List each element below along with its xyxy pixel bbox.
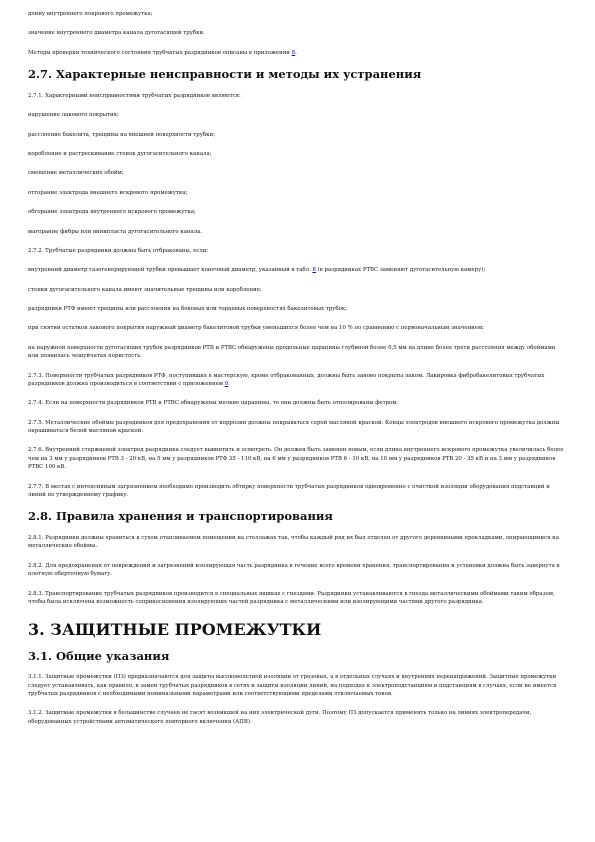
paragraph-text: значение внутреннего диаметра канала дугогасящей трубки.: [28, 30, 205, 37]
paragraph-text: 2.7.6. Внутренний стержневой электрод разрядника следует вывинтить и осмотреть. Он должен быть заменен новым, если длина внутреннего искрового промежутка увеличилась более чем на 3 мм у разрядников РТВ 3 - 20 кВ, на 5 мм у разрядников РТФ 35 - 110 кВ, на 6 мм у разрядников РТВ 6 - 10 кВ, на 10 мм у разрядников РТВ 20 - 35 кВ и на 3 мм у разрядников РТВС 100 кВ.: [28, 447, 564, 471]
paragraph-text: при снятии остатков лакового покрытия наружный диаметр бакелитовой трубки уменьшился более чем на 10 % по сравнению с первоначальным значением;: [28, 325, 484, 332]
paragraph-text: 3.1.2. Защитные промежутки в большинстве случаев не гасят возникшей на них электрической дуги. Поэтому ПЗ допускается применять только на линиях электропередачи, оборудованных устройствами автоматического повторного включения (АПВ).: [28, 710, 532, 725]
paragraph-text: 2.7. Характерные неисправности и методы их устранения: [28, 67, 422, 82]
paragraph: [28, 29, 567, 37]
paragraph-text: 3. ЗАЩИТНЫЕ ПРОМЕЖУТКИ: [28, 620, 322, 640]
paragraph-tail: .: [228, 380, 230, 387]
appendix-link[interactable]: 9: [224, 380, 229, 387]
paragraph-text: 2.7.5. Металлические обоймы разрядников для предохранения от коррозии должны покрываться серой масляной краской. Концы электродов внешнего искрового промежутка должны окрашиваться белой масляной краской.: [28, 419, 560, 435]
paragraph-text: выгорание фибры или винипласта дугогасительного канала.: [28, 228, 203, 235]
paragraph-text: 2.8.1. Разрядники должны храниться в сухом отапливаемом помещении на стеллажах так, чтобы каждый ряд их был отделен от другого деревянными прокладками, опирающимися на металлические обоймы.: [28, 535, 559, 550]
paragraph-text: смещение металлических обойм;: [28, 170, 124, 177]
paragraph: [28, 534, 567, 551]
paragraph: [28, 131, 567, 139]
paragraph: [28, 344, 567, 361]
paragraph-text: 2.8. Правила хранения и транспортирования: [28, 509, 333, 524]
paragraph: [28, 208, 567, 216]
paragraph-text: 2.7.7. В местах с интенсивным загрязнением необходимо производить обтирку поверхности трубчатых разрядников одновременно с очисткой изоляции оборудования подстанций и линий по утвержденному графику.: [28, 483, 550, 498]
paragraph: [28, 709, 567, 726]
paragraph-text: отгорание электрода внешнего искрового промежутка;: [28, 189, 188, 196]
paragraph: [28, 111, 567, 119]
paragraph: [28, 10, 567, 18]
paragraph: [28, 92, 567, 100]
paragraph-text: внутренний диаметр газогенерирующей трубки превышает конечный диаметр, указанный в табл.: [28, 267, 313, 274]
section-heading: [28, 650, 567, 664]
paragraph: [28, 49, 567, 57]
paragraph-tail: (в разрядниках РТВС заменяют дугогасительную камеру);: [315, 267, 486, 274]
paragraph-text: 3.1.1. Защитные промежутки (ПЗ) предназначаются для защиты высоковольтной изоляции от грозовых, а в отдельных случаях и внутренних перенапряжений. Защитные промежутки следует устанавливать, как правило, в замен трубчатых разрядников в сетях и защиты изоляции линий, на подходах к электроподстанциям и подстанциям в случаях, если не имеется трубчатых разрядников с необходимыми номинальными параметрами или соответствующими пределами отключаемых токов.: [28, 674, 557, 698]
paragraph: [28, 324, 567, 332]
paragraph: [28, 590, 567, 607]
paragraph: [28, 419, 567, 436]
paragraph: [28, 399, 567, 407]
paragraph-tail: .: [295, 49, 297, 56]
paragraph-text: разрядники РТФ имеют трещины или расслоения на боковых или торцевых поверхностях бакелитовых трубок;: [28, 306, 348, 313]
paragraph-text: 3.1. Общие указания: [28, 648, 170, 663]
paragraph-text: 2.7.1. Характерными неисправностями трубчатых разрядников являются:: [28, 92, 241, 99]
paragraph: [28, 372, 567, 389]
paragraph: [28, 189, 567, 197]
paragraph-text: расслоение бакелита, трещины на внешней поверхности трубки;: [28, 131, 215, 138]
section-heading: [28, 68, 567, 82]
paragraph-text: обгорание электрода внутреннего искрового промежутка;: [28, 209, 196, 216]
paragraph-text: 2.8.3. Транспортирование трубчатых разрядников производится в специальных ящиках с гнездами. Разрядники устанавливаются в гнезда металлическими обоймами таким образом, чтобы была исключена возможность соприкосновения изолирующих частей разрядника с металлическими или изолирующими частями другого разрядника.: [28, 590, 555, 605]
paragraph-text: на наружной поверхности дугогасящих трубок разрядников РТВ и РТВС обнаружены продольные царапины глубиной более 0,5 мм на длине более трети расстояния между обоймами или появилась чешуйчатая пористость.: [28, 344, 556, 360]
paragraph: [28, 228, 567, 236]
paragraph-text: нарушение лакового покрытия;: [28, 112, 119, 119]
paragraph: [28, 286, 567, 294]
paragraph-text: коробление и растрескивание стенок дугогасительного канала;: [28, 151, 212, 158]
appendix-link[interactable]: 8: [291, 49, 296, 56]
paragraph: [28, 562, 567, 579]
paragraph-text: стенки дугогасительного канала имеют значительные трещины или коробление;: [28, 286, 262, 293]
chapter-heading: [28, 620, 567, 639]
section-heading: [28, 510, 567, 524]
paragraph: [28, 247, 567, 255]
paragraph: [28, 483, 567, 500]
paragraph: [28, 266, 567, 274]
paragraph-text: Методы проверки технического состояния трубчатых разрядников описаны в приложении: [28, 49, 292, 56]
paragraph-text: длину внутреннего покрового промежутка;: [28, 11, 153, 17]
paragraph-text: 2.7.3. Поверхности трубчатых разрядников РТФ, поступивших в мастерскую, кроме отбракованных, должны быть заново покрыты лаком. Лакировка фибробакелитовых трубчатых разрядников должна производиться в соответствии с приложением: [28, 372, 545, 387]
paragraph: [28, 305, 567, 313]
paragraph-text: 2.8.2. Для предохранения от повреждений и загрязнений изолирующая часть разрядника в течение всего времени хранения, транспортирования и установки должна быть завернута в плотную оберточную бумагу.: [28, 562, 560, 578]
paragraph: [28, 446, 567, 471]
paragraph: [28, 673, 567, 698]
paragraph-text: 2.7.4. Если на поверхности разрядников РТВ и РТВС обнаружены мелкие царапины, то они должны быть отполированы фетром.: [28, 400, 399, 407]
paragraph: [28, 169, 567, 177]
paragraph-text: 2.7.2. Трубчатые разрядники должны быть отбракованы, если:: [28, 247, 209, 254]
appendix-link[interactable]: 8: [312, 267, 316, 274]
paragraph: [28, 150, 567, 158]
